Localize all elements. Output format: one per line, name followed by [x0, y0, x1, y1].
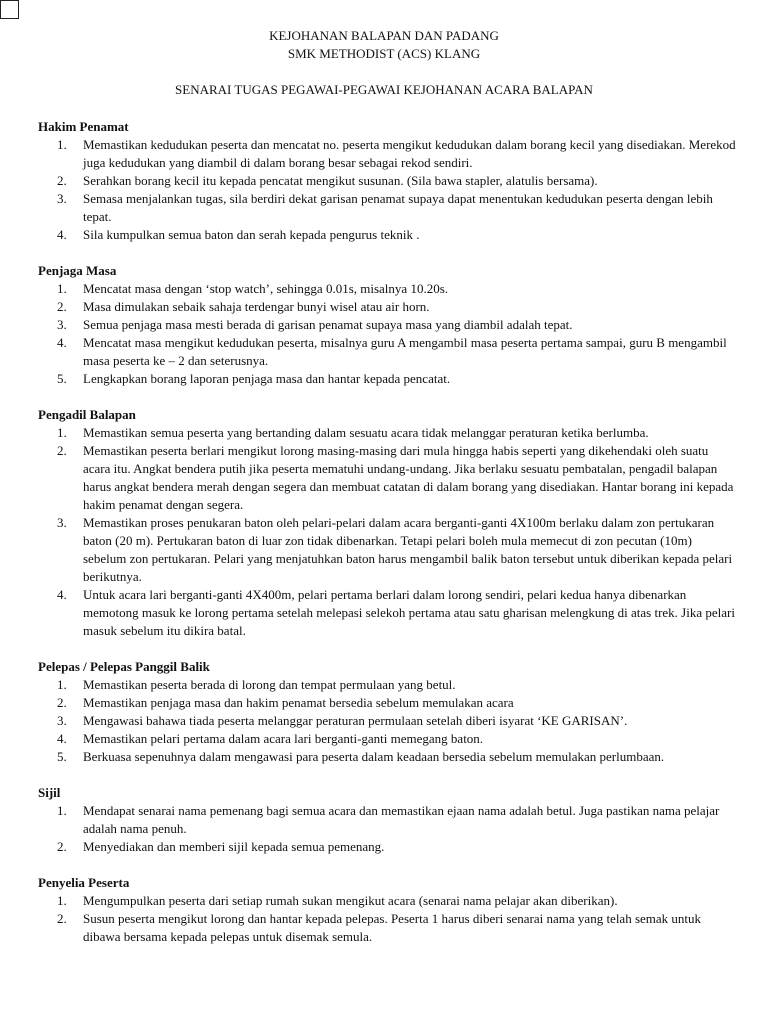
section-title: Penyelia Peserta: [38, 875, 130, 890]
section-title: Penjaga Masa: [38, 263, 117, 278]
list-item: 4. Sila kumpulkan semua baton dan serah kepada pengurus teknik .: [57, 227, 420, 242]
section-title: Pelepas / Pelepas Panggil Balik: [38, 659, 210, 674]
section-penjaga-masa: [38, 262, 738, 388]
list-item: 1. Mengumpulkan peserta dari setiap rumah sukan mengikut acara (senarai nama pelajar akan diberikan).: [57, 893, 618, 908]
list-item: 3. Semua penjaga masa mesti berada di garisan penamat supaya masa yang diambil adalah tepat.: [57, 317, 573, 332]
list-item: 4. Mencatat masa mengikut kedudukan peserta, misalnya guru A mengambil masa peserta pertama sampai, guru B mengambil masa peserta ke – 2 dan seterusnya.: [57, 335, 727, 368]
list-item: 3. Semasa menjalankan tugas, sila berdiri dekat garisan penamat supaya dapat menentukan kedudukan peserta dengan lebih tepat.: [57, 191, 713, 224]
corner-checkbox: [0, 0, 19, 19]
list-item: 2. Susun peserta mengikut lorong dan hantar kepada pelepas. Peserta 1 harus diberi senarai nama yang telah semak untuk dibawa bersama kepada pelepas untuk disemak semula.: [57, 911, 702, 944]
section-title: Sijil: [38, 785, 61, 800]
school-name: SMK METHODIST (ACS) KLANG: [287, 46, 481, 61]
list-item: 2. Memastikan peserta berlari mengikut lorong masing-masing dari mula hingga habis seperti yang dikehendaki oleh suatu acara itu. Angkat bendera putih jika peserta mematuhi undang-undang. Jika berlaku sesuatu pembatalan, pengadil balapan harus angkat bendera merah dengan segera dan membuat catatan di dalam borang yang disediakan. Hantar borang ini kepada hakim penamat dengan segera.: [57, 443, 734, 512]
duties-list: [38, 118, 738, 946]
list-item: 5. Berkuasa sepenuhnya dalam mengawasi para peserta dalam keadaan bersedia sebelum memulakan perlumbaan.: [57, 749, 665, 764]
section-penyelia-peserta: [38, 874, 738, 946]
list-item: 1. Mendapat senarai nama pemenang bagi semua acara dan memastikan ejaan nama adalah betul. Juga pastikan nama pelajar adalah nama penuh.: [57, 803, 720, 836]
list-item: 2. Masa dimulakan sebaik sahaja terdengar bunyi wisel atau air horn.: [57, 299, 430, 314]
list-item: 2. Serahkan borang kecil itu kepada pencatat mengikut susunan. (Sila bawa stapler, alatulis bersama).: [57, 173, 598, 188]
document-title: KEJOHANAN BALAPAN DAN PADANG: [269, 28, 499, 43]
list-item: 2. Menyediakan dan memberi sijil kepada semua pemenang.: [57, 839, 385, 854]
list-item: 3. Memastikan proses penukaran baton oleh pelari-pelari dalam acara berganti-ganti 4X100m berlaku dalam zon pertukaran baton (20 m). Pertukaran baton di luar zon tidak dibenarkan. Tetapi pelari boleh mula memecut di zon pecutan (10m) sebelum zon pertukaran. Pelari yang menjatuhkan baton harus mengambil balik baton tersebut untuk diberikan kepada pelari berikutnya.: [57, 515, 733, 584]
document-subtitle: SENARAI TUGAS PEGAWAI-PEGAWAI KEJOHANAN ACARA BALAPAN: [175, 82, 593, 97]
list-item: 1. Memastikan peserta berada di lorong dan tempat permulaan yang betul.: [57, 677, 456, 692]
list-item: 5. Lengkapkan borang laporan penjaga masa dan hantar kepada pencatat.: [57, 371, 451, 386]
section-title: Pengadil Balapan: [38, 407, 136, 422]
section-sijil: [38, 784, 738, 856]
list-item: 3. Mengawasi bahawa tiada peserta melanggar peraturan permulaan setelah diberi isyarat ‘KE GARISAN’.: [57, 713, 628, 728]
section-pelepas: [38, 658, 738, 766]
list-item: 2. Memastikan penjaga masa dan hakim penamat bersedia sebelum memulakan acara: [57, 695, 514, 710]
list-item: 1. Memastikan kedudukan peserta dan mencatat no. peserta mengikut kedudukan dalam borang kecil yang disediakan. Merekod juga kedudukan yang diambil di dalam borang besar sebagai rekod sendiri.: [57, 137, 736, 170]
section-title: Hakim Penamat: [38, 119, 129, 134]
list-item: 1. Mencatat masa dengan ‘stop watch’, sehingga 0.01s, misalnya 10.20s.: [57, 281, 448, 296]
list-item: 1. Memastikan semua peserta yang bertanding dalam sesuatu acara tidak melanggar peraturan ketika berlumba.: [57, 425, 649, 440]
section-hakim-penamat: [38, 118, 738, 244]
list-item: 4. Untuk acara lari berganti-ganti 4X400m, pelari pertama berlari dalam lorong sendiri, pelari kedua hanya dibenarkan memotong masuk ke lorong pertama setelah melepasi selekoh pertama atau satu gharisan melengkung di atas trek. Jika pelari masuk sebelum itu dikira batal.: [57, 587, 735, 638]
section-pengadil-balapan: [38, 406, 738, 640]
list-item: 4. Memastikan pelari pertama dalam acara lari berganti-ganti memegang baton.: [57, 731, 484, 746]
